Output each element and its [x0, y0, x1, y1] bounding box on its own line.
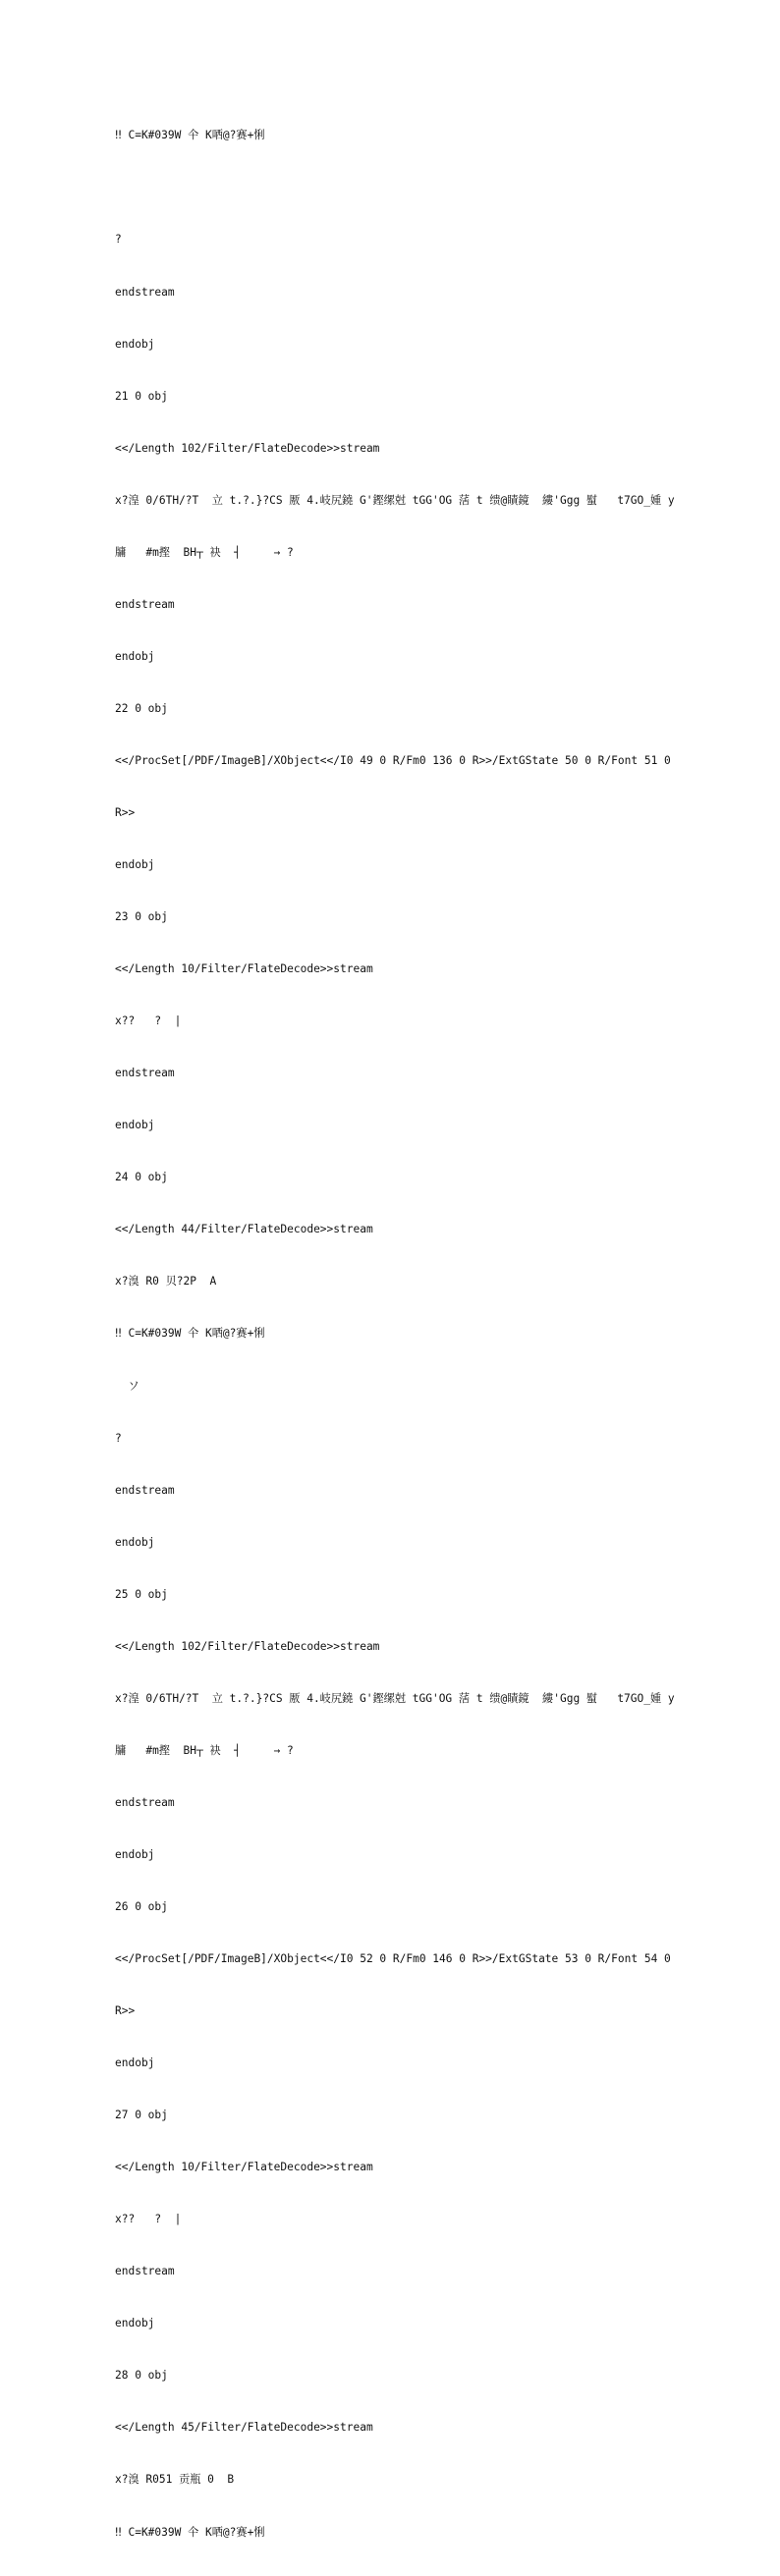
text-line: 28 0 obj — [115, 2369, 168, 2383]
text-line: <</Length 102/Filter/FlateDecode>>stream — [115, 441, 380, 455]
text-line: 26 0 obj — [115, 1899, 168, 1913]
text-line: x?湟 0/6TH/?T 立 t.?.}?CS 厫 4.岐尻鐃 G'鏗缧尅 tGG'OG 萿 t 缋@瞔鏡 縷'Ggg 螱 t7GO_媑 y — [115, 493, 675, 507]
text-line: 牗 #m摼 BH┬ 袂 ┤ → ? — [115, 1743, 294, 1757]
text-line: R>> — [115, 2004, 136, 2018]
text-line: 22 0 obj — [115, 701, 168, 715]
text-line: endobj — [115, 2056, 155, 2070]
text-line: ‼ C=K#039W 仐 K哂@?赛+悧 — [115, 2525, 265, 2539]
text-line: endobj — [115, 337, 155, 351]
text-line: x?? ? | — [115, 1014, 182, 1028]
text-line: 23 0 obj — [115, 910, 168, 924]
text-line: 21 0 obj — [115, 389, 168, 403]
text-line: 25 0 obj — [115, 1587, 168, 1601]
text-line — [115, 179, 675, 196]
text-line: 24 0 obj — [115, 1171, 168, 1184]
text-line: ‼ C=K#039W 仐 K哂@?赛+悧 — [115, 1327, 265, 1341]
text-line: endobj — [115, 858, 155, 872]
text-line: <</Length 10/Filter/FlateDecode>>stream — [115, 962, 373, 976]
text-line: <</ProcSet[/PDF/ImageB]/XObject<</I0 52 0 R/Fm0 146 0 R>>/ExtGState 53 0 R/Font 54 0 — [115, 1952, 671, 1966]
text-line: endobj — [115, 1847, 155, 1861]
text-line: <</ProcSet[/PDF/ImageB]/XObject<</I0 49 0 R/Fm0 136 0 R>>/ExtGState 50 0 R/Font 51 0 — [115, 753, 671, 767]
text-line: R>> — [115, 805, 136, 819]
text-line: <</Length 44/Filter/FlateDecode>>stream — [115, 1223, 373, 1236]
text-line: endobj — [115, 2317, 155, 2330]
text-line: endstream — [115, 597, 175, 611]
text-line: <</Length 45/Filter/FlateDecode>>stream — [115, 2421, 373, 2435]
text-line: endstream — [115, 1067, 175, 1080]
text-line: x?? ? | — [115, 2213, 182, 2226]
text-line: <</Length 10/Filter/FlateDecode>>stream — [115, 2161, 373, 2174]
text-line: endstream — [115, 285, 175, 299]
text-line: ソ — [115, 1379, 139, 1393]
text-line: 牗 #m摼 BH┬ 袂 ┤ → ? — [115, 545, 294, 559]
text-line: endstream — [115, 2265, 175, 2278]
pdf-source-text — [115, 92, 675, 2576]
text-line: 27 0 obj — [115, 2109, 168, 2122]
text-line: endobj — [115, 649, 155, 663]
text-line: x?溴 R0 贝?2P A — [115, 1275, 217, 1288]
text-line: ‼ C=K#039W 仐 K哂@?赛+悧 — [115, 129, 265, 142]
text-line: endstream — [115, 1795, 175, 1809]
text-line: endobj — [115, 1119, 155, 1132]
text-line: ? — [115, 1431, 122, 1445]
text-line: x?溴 R051 贡瓶 0 B — [115, 2473, 235, 2487]
text-line: <</Length 102/Filter/FlateDecode>>stream — [115, 1639, 380, 1653]
text-line: ? — [115, 233, 122, 247]
text-line: x?湟 0/6TH/?T 立 t.?.}?CS 厫 4.岐尻鐃 G'鏗缧尅 tGG'OG 萿 t 缋@瞔鏡 縷'Ggg 螱 t7GO_媑 y — [115, 1691, 675, 1705]
text-line: endstream — [115, 1483, 175, 1497]
text-line: endobj — [115, 1535, 155, 1549]
